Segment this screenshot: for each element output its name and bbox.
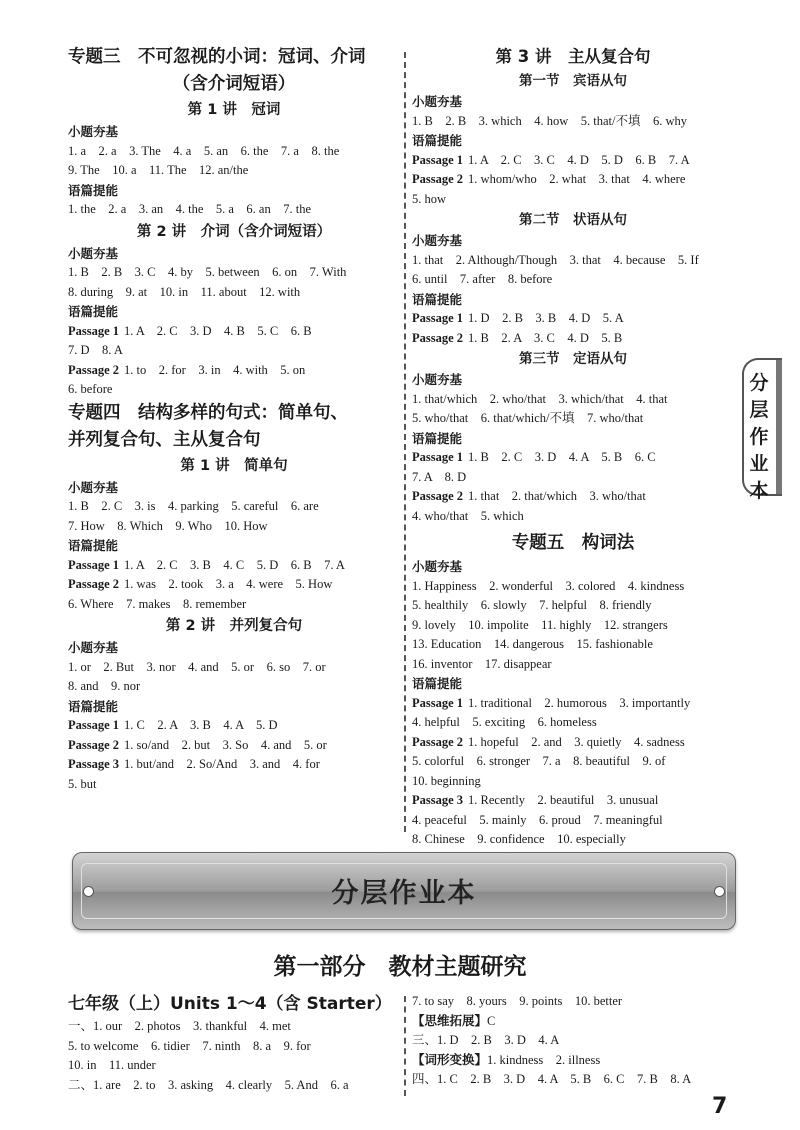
answer-line bbox=[412, 733, 734, 753]
section-label: 语篇提能 bbox=[68, 538, 119, 553]
answer-line: 1. that 2. Although/Though 3. that 4. because 5. If bbox=[412, 252, 699, 267]
answer-line: 6. Where 7. makes 8. remember bbox=[68, 596, 247, 611]
answer-line: 10. beginning bbox=[412, 773, 481, 788]
bottom-left-column bbox=[68, 992, 400, 1095]
passage-label: Passage 1 bbox=[68, 718, 120, 732]
answer-line bbox=[68, 556, 400, 576]
answer-line: 1. that/which 2. who/that 3. which/that 4. that bbox=[412, 391, 668, 406]
answer-line bbox=[68, 755, 400, 775]
passage-label: Passage 1 bbox=[68, 557, 120, 572]
section-label: 小题夯基 bbox=[412, 372, 463, 387]
answers: C bbox=[487, 1013, 496, 1028]
answers: 1. kindness 2. illness bbox=[487, 1052, 601, 1067]
section-label: 小题夯基 bbox=[68, 124, 119, 139]
page-number: 7 bbox=[712, 1094, 728, 1119]
answer-line: 8. and 9. nor bbox=[68, 679, 141, 693]
answer-line: 4. who/that 5. which bbox=[412, 508, 524, 523]
answer-line bbox=[412, 170, 734, 190]
answer-line: 5. who/that 6. that/which/不填 7. who/that bbox=[412, 411, 644, 425]
answers: 1. B 2. A 3. C 4. D 5. B bbox=[468, 330, 623, 345]
answer-line bbox=[412, 791, 734, 811]
passage-label: Passage 3 bbox=[412, 793, 464, 807]
answer-line: 1. the 2. a 3. an 4. the 5. a 6. an 7. the bbox=[68, 202, 312, 216]
extension-label: 【思维拓展】 bbox=[412, 1013, 488, 1028]
lecture-title: 第 1 讲 简单句 bbox=[180, 457, 288, 474]
banner-title: 分层作业本 bbox=[331, 878, 477, 909]
passage-label: Passage 1 bbox=[68, 323, 120, 338]
answer-line bbox=[412, 1051, 742, 1071]
answers: 1. traditional 2. humorous 3. importantly bbox=[468, 695, 691, 710]
answer-line: 1. Happiness 2. wonderful 3. colored 4. kindness bbox=[412, 578, 685, 593]
section-label: 语篇提能 bbox=[412, 291, 463, 307]
answer-line: 7. to say 8. yours 9. points 10. better bbox=[412, 994, 623, 1008]
passage-label: Passage 2 bbox=[412, 330, 464, 345]
side-tab-label: 分层作业本 bbox=[749, 372, 769, 502]
answer-line: 1. B 2. C 3. is 4. parking 5. careful 6. are bbox=[68, 499, 319, 513]
topic3-title: 专题三 不可忽视的小词：冠词、介词 bbox=[68, 47, 366, 67]
answer-line: 6. before bbox=[68, 382, 113, 396]
part-title: 第一部分 教材主题研究 bbox=[273, 954, 527, 980]
answer-line: 9. lovely 10. impolite 11. highly 12. strangers bbox=[412, 617, 668, 632]
answer-line bbox=[412, 309, 734, 329]
section-label: 语篇提能 bbox=[68, 182, 119, 198]
answer-line: 7. A 8. D bbox=[412, 469, 467, 484]
section-label: 语篇提能 bbox=[412, 676, 463, 691]
section-label: 小题夯基 bbox=[68, 640, 119, 655]
answers: 1. B 2. C 3. D 4. A 5. B 6. C bbox=[468, 450, 656, 464]
answer-line: 7. D 8. A bbox=[68, 343, 123, 357]
answer-line: 5. colorful 6. stronger 7. a 8. beautiful 9. of bbox=[412, 754, 666, 768]
passage-label: Passage 1 bbox=[412, 152, 464, 167]
answers: 1. A 2. C 3. C 4. D 5. D 6. B 7. A bbox=[468, 152, 690, 167]
side-tab bbox=[742, 358, 782, 502]
section-label: 语篇提能 bbox=[412, 430, 463, 446]
answer-line: 一、1. our 2. photos 3. thankful 4. met bbox=[68, 1019, 291, 1033]
answer-line: 四、1. C 2. B 3. D 4. A 5. B 6. C 7. B 8. A bbox=[412, 1072, 692, 1086]
answers: 1. whom/who 2. what 3. that 4. where bbox=[468, 172, 686, 186]
section-label: 小题夯基 bbox=[412, 233, 463, 248]
answer-line bbox=[68, 736, 400, 756]
answers: 1. was 2. took 3. a 4. were 5. How bbox=[124, 577, 333, 591]
unit-title: 七年级（上）Units 1～4（含 Starter） bbox=[68, 994, 392, 1014]
answer-line: 5. to welcome 6. tidier 7. ninth 8. a 9. for bbox=[68, 1038, 311, 1053]
passage-label: Passage 1 bbox=[412, 311, 464, 325]
answers: 1. Recently 2. beautiful 3. unusual bbox=[468, 793, 659, 807]
answers: 1. A 2. C 3. D 4. B 5. C 6. B bbox=[124, 323, 312, 338]
passage-label: Passage 1 bbox=[412, 695, 464, 710]
bottom-right-column bbox=[412, 992, 742, 1090]
section-banner bbox=[72, 852, 736, 930]
answers: 1. so/and 2. but 3. So 4. and 5. or bbox=[124, 737, 327, 752]
answer-line: 8. Chinese 9. confidence 10. especially bbox=[412, 832, 626, 846]
column-divider bbox=[404, 996, 406, 1096]
topic4-title-cont: 并列复合句、主从复合句 bbox=[68, 429, 261, 450]
section-label: 语篇提能 bbox=[68, 304, 119, 319]
section-title: 第二节 状语从句 bbox=[519, 212, 627, 228]
answers: 1. but/and 2. So/And 3. and 4. for bbox=[124, 757, 320, 771]
answer-line: 二、1. are 2. to 3. asking 4. clearly 5. And 6. a bbox=[68, 1077, 349, 1092]
answer-line: 13. Education 14. dangerous 15. fashionable bbox=[412, 637, 653, 651]
answer-line: 6. until 7. after 8. before bbox=[412, 272, 553, 286]
answer-line bbox=[412, 1012, 742, 1032]
answers: 1. D 2. B 3. B 4. D 5. A bbox=[468, 311, 624, 325]
answer-line bbox=[412, 694, 734, 714]
lecture-title: 第 3 讲 主从复合句 bbox=[495, 47, 651, 66]
wordform-label: 【词形变换】 bbox=[412, 1052, 488, 1067]
passage-label: Passage 2 bbox=[68, 362, 120, 377]
topic3-subtitle: （含介词短语） bbox=[172, 74, 296, 94]
answers: 1. C 2. A 3. B 4. A 5. D bbox=[124, 718, 278, 732]
section-label: 小题夯基 bbox=[68, 479, 119, 495]
answer-line: 1. B 2. B 3. C 4. by 5. between 6. on 7. With bbox=[68, 265, 347, 279]
lecture-title: 第 2 讲 介词（含介词短语） bbox=[136, 223, 332, 240]
answer-line: 10. in 11. under bbox=[68, 1058, 156, 1072]
topic5-title: 专题五 构词法 bbox=[511, 533, 635, 553]
answer-line bbox=[412, 448, 734, 468]
section-title: 第一节 宾语从句 bbox=[519, 73, 627, 89]
answers: 1. A 2. C 3. B 4. C 5. D 6. B 7. A bbox=[124, 557, 345, 572]
answer-line: 8. during 9. at 10. in 11. about 12. with bbox=[68, 284, 301, 299]
answer-line bbox=[68, 361, 400, 381]
answer-line bbox=[68, 716, 400, 736]
lecture-title: 第 2 讲 并列复合句 bbox=[165, 618, 303, 634]
answer-line: 三、1. D 2. B 3. D 4. A bbox=[412, 1033, 560, 1047]
passage-label: Passage 3 bbox=[68, 757, 120, 771]
answer-line bbox=[412, 329, 734, 349]
answer-line: 1. B 2. B 3. which 4. how 5. that/不填 6. why bbox=[412, 113, 687, 128]
answer-line: 1. or 2. But 3. nor 4. and 5. or 6. so 7. or bbox=[68, 659, 326, 674]
section-label: 小题夯基 bbox=[412, 94, 463, 109]
answers: 1. to 2. for 3. in 4. with 5. on bbox=[124, 362, 306, 377]
answer-line bbox=[68, 575, 400, 595]
passage-label: Passage 2 bbox=[68, 577, 120, 591]
answer-line: 7. How 8. Which 9. Who 10. How bbox=[68, 518, 268, 533]
topic4-title: 专题四 结构多样的句式：简单句、 bbox=[68, 402, 348, 423]
section-label: 语篇提能 bbox=[412, 133, 463, 148]
answer-line: 5. how bbox=[412, 191, 447, 206]
passage-label: Passage 2 bbox=[412, 489, 464, 503]
answer-line: 4. peaceful 5. mainly 6. proud 7. meaningful bbox=[412, 812, 663, 827]
right-column bbox=[412, 44, 734, 850]
lecture-title: 第 1 讲 冠词 bbox=[187, 102, 281, 118]
answer-line: 5. healthily 6. slowly 7. helpful 8. friendly bbox=[412, 598, 652, 612]
section-label: 小题夯基 bbox=[412, 559, 463, 574]
answer-line: 9. The 10. a 11. The 12. an/the bbox=[68, 163, 249, 177]
passage-label: Passage 2 bbox=[412, 734, 464, 749]
answer-line: 4. helpful 5. exciting 6. homeless bbox=[412, 715, 597, 729]
answer-line bbox=[412, 487, 734, 507]
answer-line: 5. but bbox=[68, 776, 97, 791]
answers: 1. hopeful 2. and 3. quietly 4. sadness bbox=[468, 734, 685, 749]
passage-label: Passage 1 bbox=[412, 450, 464, 464]
passage-label: Passage 2 bbox=[412, 172, 464, 186]
section-label: 语篇提能 bbox=[68, 698, 119, 714]
answer-line bbox=[412, 151, 734, 171]
column-divider bbox=[404, 52, 406, 832]
left-column bbox=[68, 44, 400, 794]
answer-line bbox=[68, 322, 400, 342]
answer-line: 1. a 2. a 3. The 4. a 5. an 6. the 7. a 8. the bbox=[68, 143, 340, 158]
passage-label: Passage 2 bbox=[68, 737, 120, 752]
section-title: 第三节 定语从句 bbox=[519, 351, 627, 367]
answer-line: 16. inventor 17. disappear bbox=[412, 656, 552, 671]
answers: 1. that 2. that/which 3. who/that bbox=[468, 489, 646, 503]
section-label: 小题夯基 bbox=[68, 245, 119, 261]
